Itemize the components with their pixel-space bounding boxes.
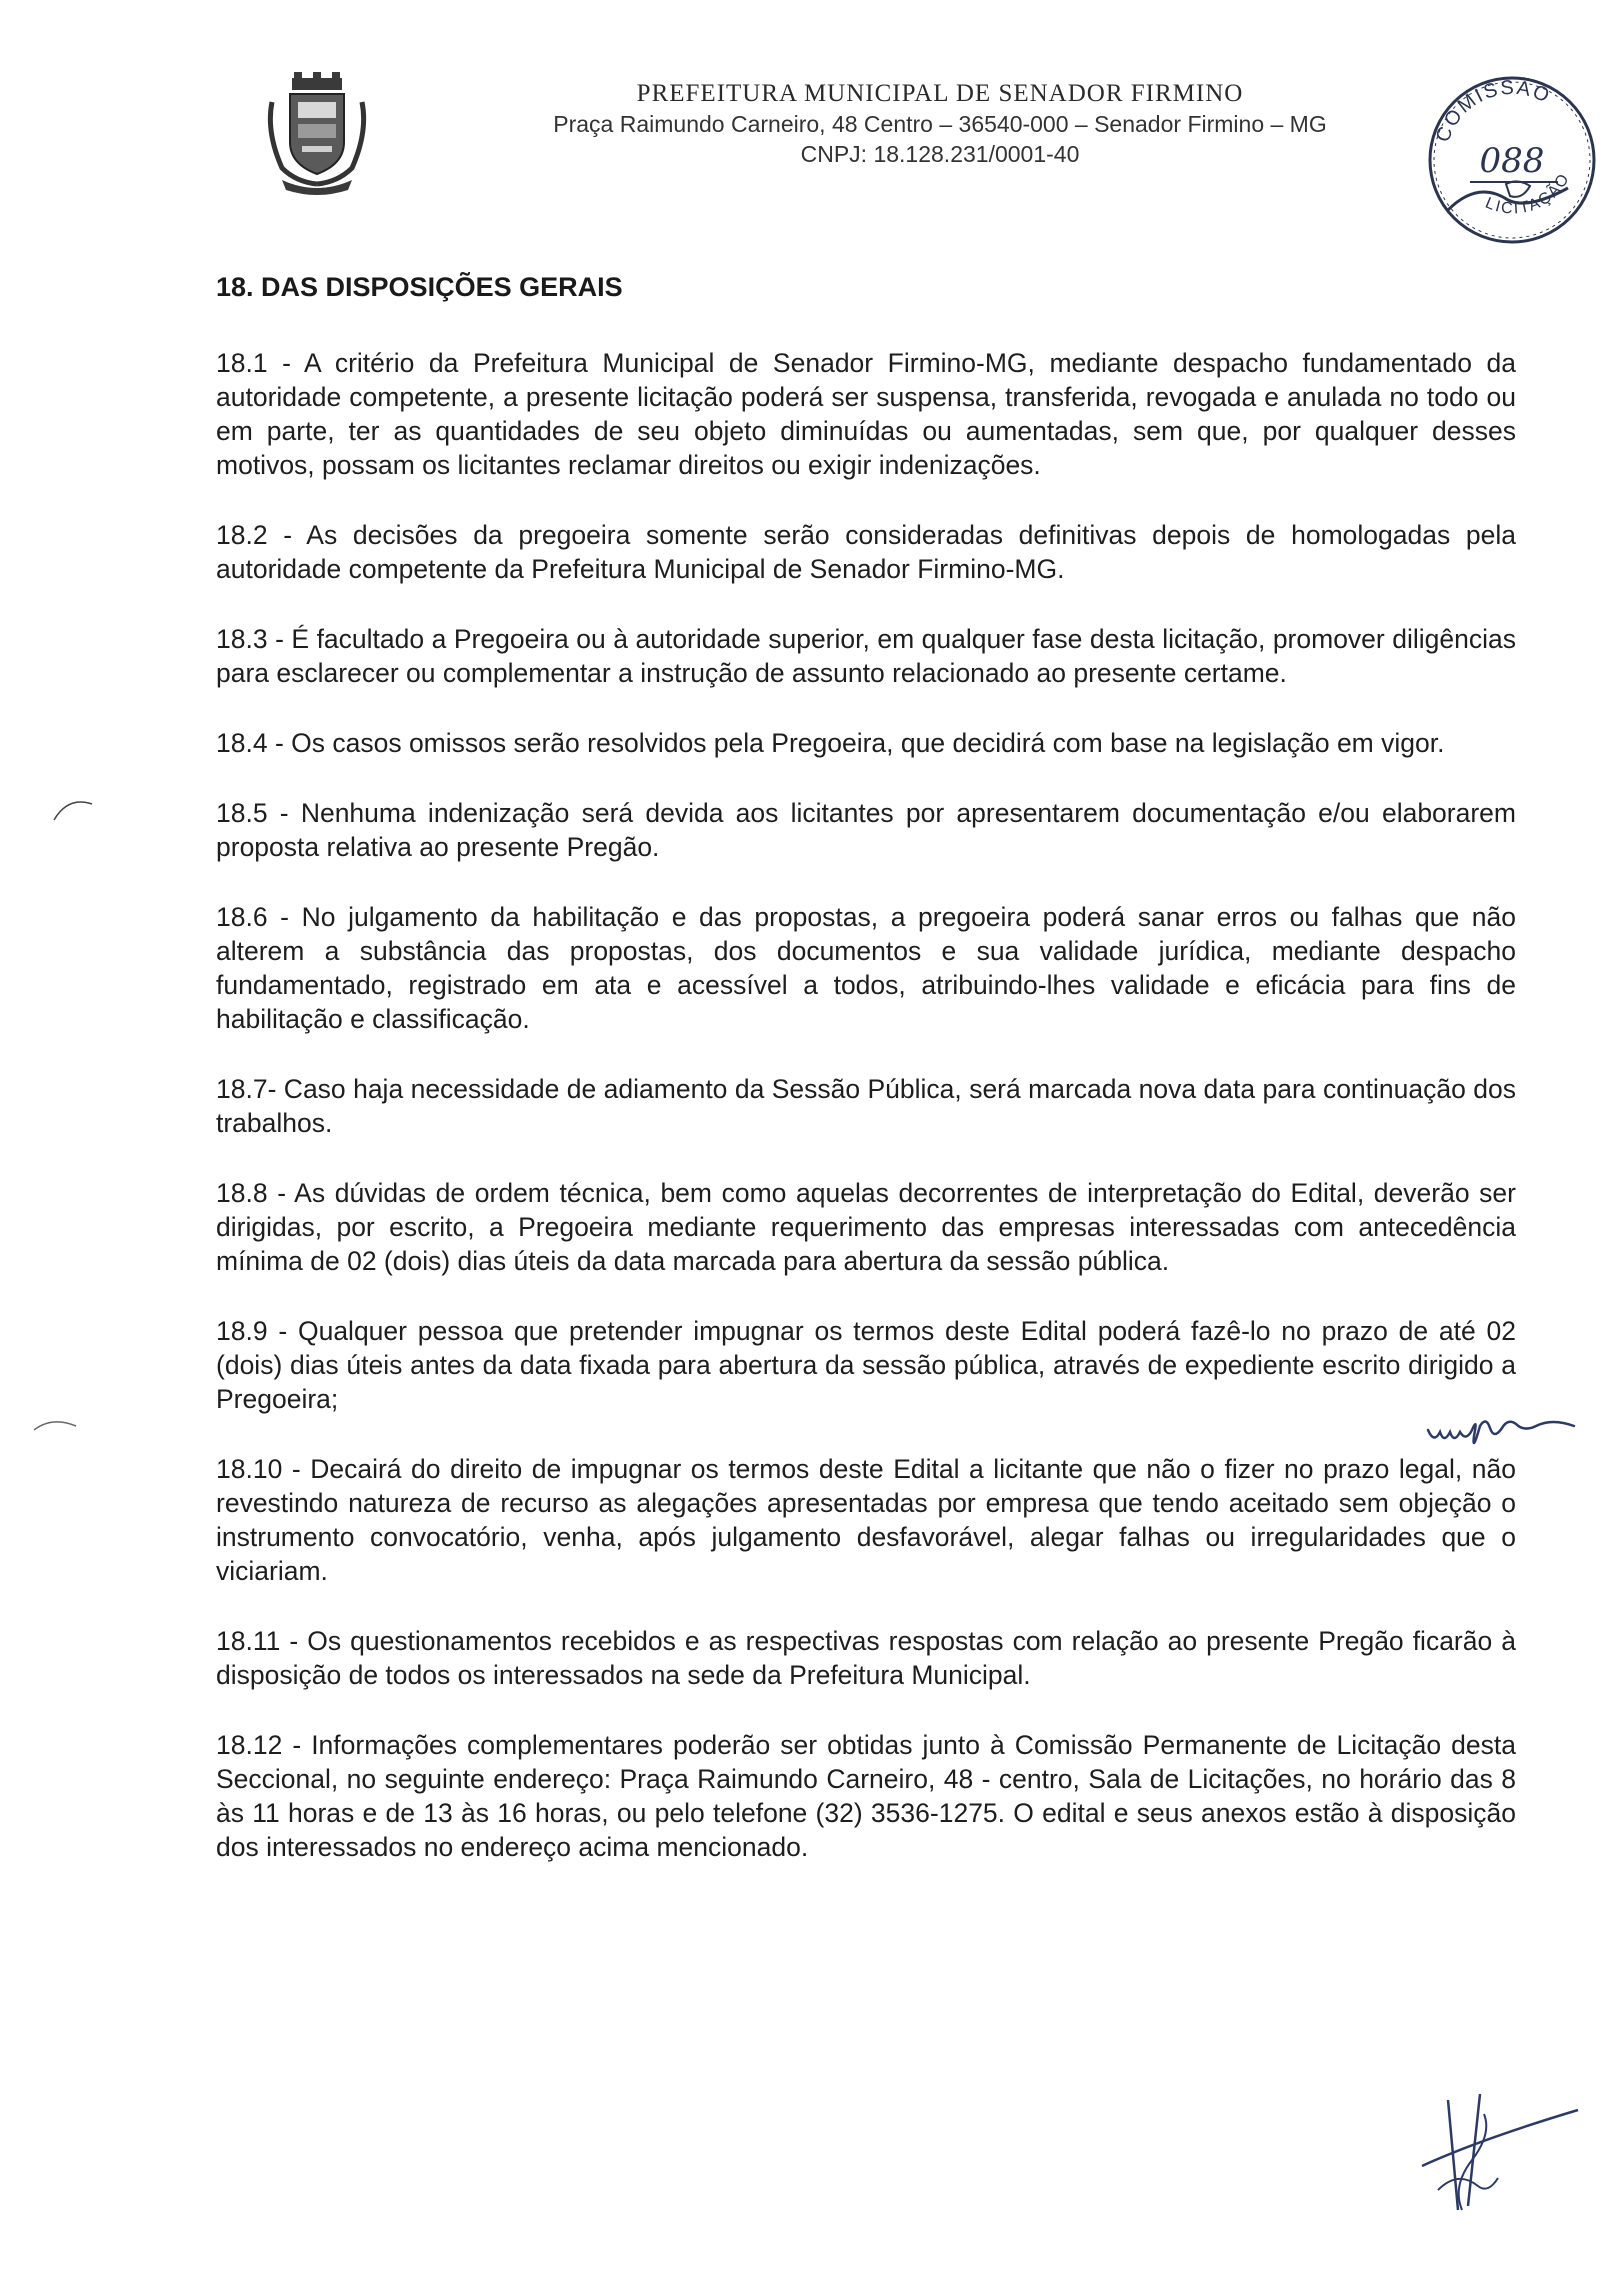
municipality-name: PREFEITURA MUNICIPAL DE SENADOR FIRMINO xyxy=(636,80,1244,107)
clause-18-4: 18.4 - Os casos omissos serão resolvidos pela Pregoeira, que decidirá com base na legislação em vigor. xyxy=(216,728,1445,758)
clause-18-11: 18.11 - Os questionamentos recebidos e as respectivas respostas com relação ao presente Pregão ficarão à disposição de todos os interessados na sede da Prefeitura Municipal. xyxy=(216,1626,1516,1690)
municipality-cnpj: CNPJ: 18.128.231/0001-40 xyxy=(800,141,1080,167)
handwritten-signature xyxy=(1418,2090,1583,2220)
stamp-bottom-text: LICITAÇÃO xyxy=(1482,169,1574,218)
clause-18-5: 18.5 - Nenhuma indenização será devida aos licitantes por apresentarem documentação e/ou elaborarem proposta relativa ao presente Pregão. xyxy=(216,798,1516,862)
clause-18-6: 18.6 - No julgamento da habilitação e das propostas, a pregoeira poderá sanar erros ou falhas que não alterem a substância das propostas, dos documentos e sua validade jurídica, mediante despacho fundamentado, registrado em ata e acessível a todos, atribuindo-lhes validade e eficácia para fins de habilitação e classificação. xyxy=(216,902,1516,1034)
clause-18-9: 18.9 - Qualquer pessoa que pretender impugnar os termos deste Edital poderá fazê-lo no prazo de até 02 (dois) dias úteis antes da data fixada para abertura da sessão pública, através de expediente escrito dirigido a Pregoeira; xyxy=(216,1316,1516,1414)
clause-list xyxy=(216,346,1516,1900)
clause-18-12: 18.12 - Informações complementares poderão ser obtidas junto à Comissão Permanente de Licitação desta Seccional, no seguinte endereço: Praça Raimundo Carneiro, 48 - centro, Sala de Licitações, no horário das 8 às 11 horas e de 13 às 16 horas, ou pelo telefone (32) 3536-1275. O edital e seus anexos estão à disposição dos interessados no endereço acima mencionado. xyxy=(216,1730,1516,1862)
municipal-coat-of-arms-icon xyxy=(262,72,372,196)
clause-18-2: 18.2 - As decisões da pregoeira somente serão consideradas definitivas depois de homologadas pela autoridade competente da Prefeitura Municipal de Senador Firmino-MG. xyxy=(216,520,1516,584)
handwritten-initials xyxy=(1424,1396,1584,1456)
section-title: 18. DAS DISPOSIÇÕES GERAIS xyxy=(216,272,623,302)
stamp-top-text: COMISSÃO xyxy=(1431,76,1555,146)
stamp-page-number: 088 xyxy=(1479,141,1545,181)
margin-mark-left-lower xyxy=(30,1410,80,1440)
clause-18-7: 18.7- Caso haja necessidade de adiamento da Sessão Pública, será marcada nova data para continuação dos trabalhos. xyxy=(216,1074,1516,1138)
municipality-address: Praça Raimundo Carneiro, 48 Centro – 36540-000 – Senador Firmino – MG xyxy=(553,111,1327,137)
clause-18-3: 18.3 - É facultado a Pregoeira ou à autoridade superior, em qualquer fase desta licitação, promover diligências para esclarecer ou complementar a instrução de assunto relacionado ao presente certame. xyxy=(216,624,1516,688)
clause-18-10: 18.10 - Decairá do direito de impugnar os termos deste Edital a licitante que não o fizer no prazo legal, não revestindo natureza de recurso as alegações apresentadas por empresa que tendo aceitado sem objeção o instrumento convocatório, venha, após julgamento desfavorável, alegar falhas ou irregularidades que o viciariam. xyxy=(216,1454,1516,1586)
commission-stamp xyxy=(1418,60,1598,255)
margin-mark-left-upper xyxy=(48,790,98,830)
letterhead xyxy=(440,80,1440,168)
clause-18-8: 18.8 - As dúvidas de ordem técnica, bem como aquelas decorrentes de interpretação do Edital, deverão ser dirigidas, por escrito, a Pregoeira mediante requerimento das empresas interessadas com antecedência mínima de 02 (dois) dias úteis da data marcada para abertura da sessão pública. xyxy=(216,1178,1516,1276)
clause-18-1: 18.1 - A critério da Prefeitura Municipal de Senador Firmino-MG, mediante despacho fundamentado da autoridade competente, a presente licitação poderá ser suspensa, transferida, revogada e anulada no todo ou em parte, ter as quantidades de seu objeto diminuídas ou aumentadas, sem que, por qualquer desses motivos, possam os licitantes reclamar direitos ou exigir indenizações. xyxy=(216,348,1516,480)
